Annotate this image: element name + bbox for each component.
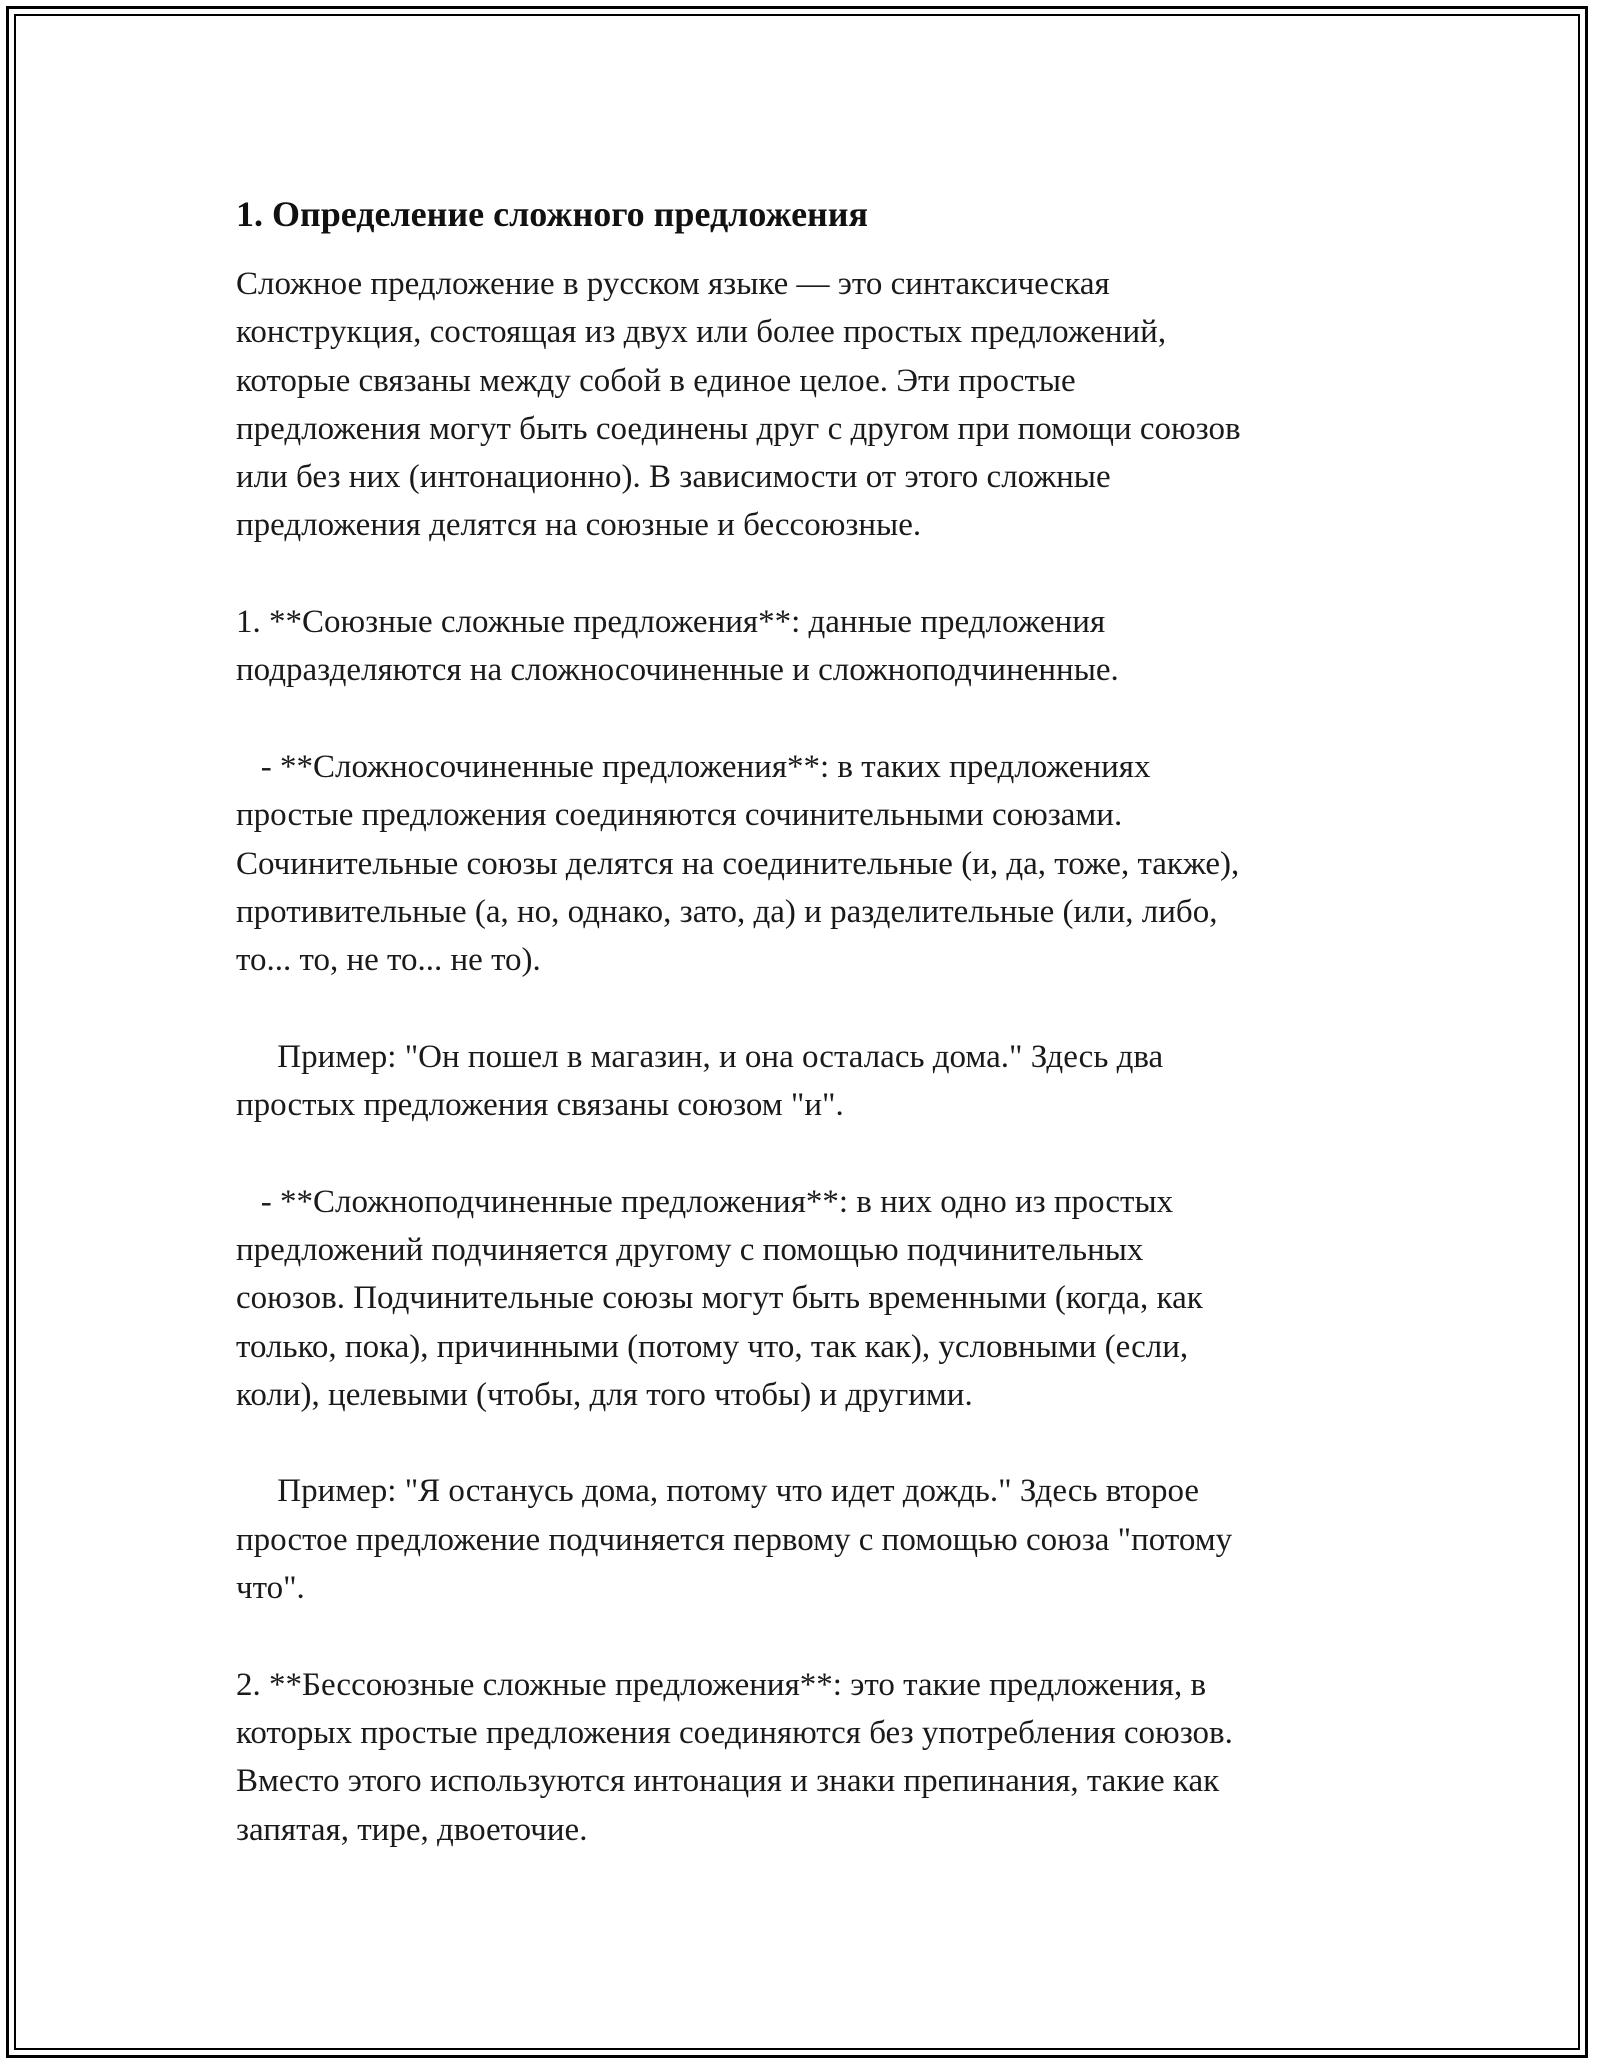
paragraph-spacer: [236, 1612, 1386, 1660]
paragraph-complex-example: Пример: "Я останусь дома, потому что идет дождь." Здесь второе простое предложение подчиняется первому с помощью союза "потому что".: [236, 1473, 1233, 1607]
paragraph-conjunctive: 1. **Союзные сложные предложения**: данные предложения подразделяются на сложносочиненные и сложноподчиненные.: [236, 604, 1119, 689]
paragraph-definition: Сложное предложение в русском языке — это синтаксическая конструкция, состоящая из двух или более простых предложений, которые связаны между собой в единое целое. Эти простые предложения могут быть соединены друг с другом при помощи союзов или без них (интонационно). В зависимости от этого сложные предложения делятся на союзные и бессоюзные.: [236, 266, 1241, 544]
paragraph-spacer: [236, 550, 1386, 598]
paragraph-compound: - **Сложносочиненные предложения**: в таких предложениях простые предложения соединяются сочинительными союзами. Сочинительные союзы делятся на соединительные (и, да, тоже, также), противительные (а, но, однако, зато, да) и разделительные (или, либо, то... то, не то... не то).: [236, 748, 1240, 979]
paragraph-spacer: [236, 695, 1386, 743]
document-body: [236, 188, 1386, 1854]
paragraph-asyndetic: 2. **Бессоюзные сложные предложения**: это такие предложения, в которых простые предложения соединяются без употребления союзов. Вместо этого используются интонация и знаки препинания, такие как запятая, тире, двоеточие.: [236, 1666, 1233, 1848]
paragraph-spacer: [236, 1129, 1386, 1177]
paragraph-spacer: [236, 1419, 1386, 1467]
section-heading: 1. Определение сложного предложения: [236, 194, 869, 234]
paragraph-complex: - **Сложноподчиненные предложения**: в них одно из простых предложений подчиняется другому с помощью подчинительных союзов. Подчинительные союзы могут быть временными (когда, как только, пока), причинными (потому что, так как), условными (если, коли), целевыми (чтобы, для того чтобы) и другими.: [236, 1183, 1203, 1413]
paragraph-spacer: [236, 984, 1386, 1032]
paragraph-compound-example: Пример: "Он пошел в магазин, и она осталась дома." Здесь два простых предложения связаны союзом "и".: [236, 1038, 1164, 1124]
